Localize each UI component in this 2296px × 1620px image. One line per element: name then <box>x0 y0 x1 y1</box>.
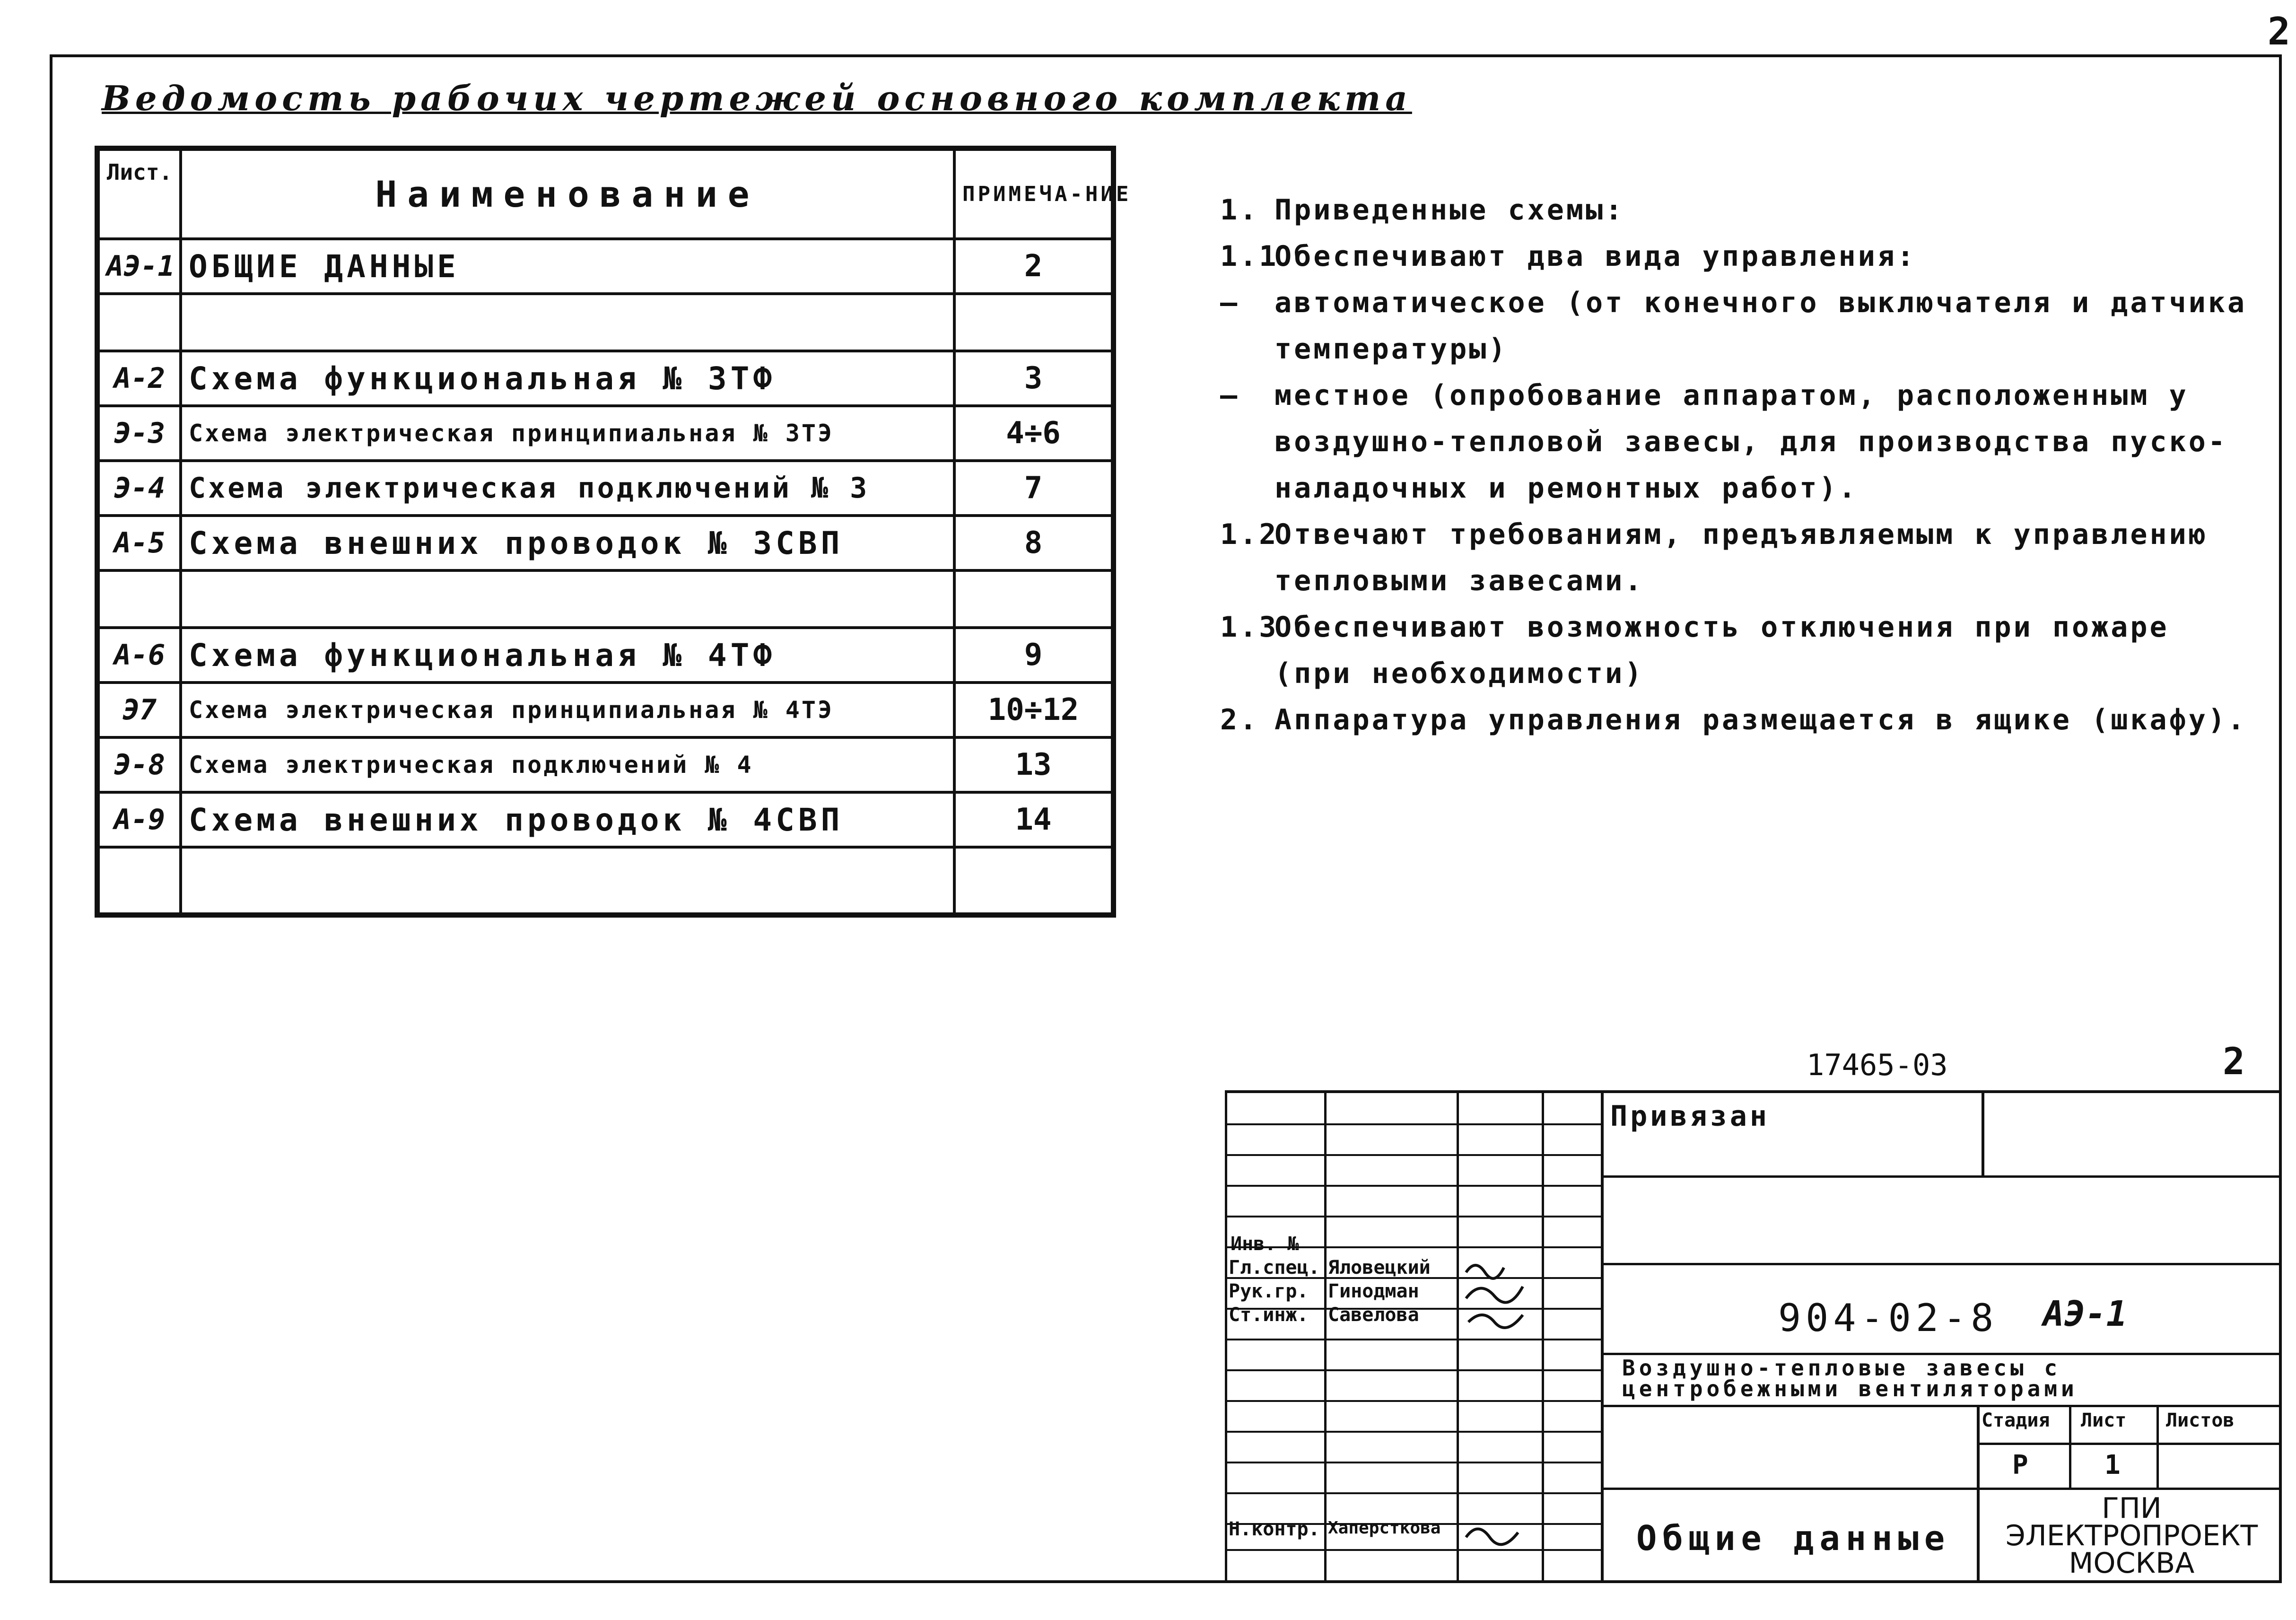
signature-name: Савелова <box>1328 1304 1419 1326</box>
row-sheet: Э7 <box>97 683 181 737</box>
note-number: — <box>1220 286 1240 319</box>
signature-name: Гинодман <box>1328 1280 1419 1302</box>
note-text: автоматическое (от конечного выключателя и датчика температуры) <box>1275 286 2247 366</box>
signature-role: Рук.гр. <box>1229 1280 1309 1302</box>
note-item <box>1220 280 2261 372</box>
note-number: — <box>1220 379 1240 412</box>
table-row <box>97 792 1114 847</box>
row-note: 10÷12 <box>954 683 1114 737</box>
page-number-corner: 2 <box>2267 9 2290 53</box>
table-row <box>97 737 1114 792</box>
organization-name <box>1982 1492 2282 1580</box>
note-number: 1.2 <box>1220 518 1279 551</box>
note-text: Обеспечивают два вида управления: <box>1275 240 1917 273</box>
note-item <box>1220 187 2261 233</box>
drawing-title: Общие данные <box>1636 1518 1951 1558</box>
drawings-register-table <box>95 146 1132 918</box>
note-item <box>1220 604 2261 697</box>
row-name <box>181 570 954 628</box>
row-sheet: Э-4 <box>97 461 181 516</box>
table-row <box>97 351 1114 406</box>
row-sheet: А-5 <box>97 516 181 570</box>
row-name <box>181 294 954 351</box>
handwritten-signatures <box>1461 1253 1542 1329</box>
table-row <box>97 239 1114 294</box>
note-number: 1. <box>1220 193 1259 227</box>
table-row <box>97 628 1114 683</box>
signature-name: Яловецкий <box>1328 1257 1431 1278</box>
linked-label: Привязан <box>1610 1100 1770 1133</box>
row-note: 3 <box>954 351 1114 406</box>
row-note <box>954 570 1114 628</box>
row-name: Схема электрическая подключений № 4 <box>181 737 954 792</box>
control-role: Н.контр. <box>1229 1518 1320 1540</box>
signature-role: Ст.инж. <box>1229 1304 1309 1326</box>
row-note: 13 <box>954 737 1114 792</box>
note-text: Отвечают требованиям, предъявляемым к управлению тепловыми завесами. <box>1275 518 2208 597</box>
row-sheet <box>97 570 181 628</box>
row-name: Схема внешних проводок № 4СВП <box>181 792 954 847</box>
row-note: 7 <box>954 461 1114 516</box>
register-title: Ведомость рабочих чертежей основного комплекта <box>102 78 1412 118</box>
sheets-label: Листов <box>2166 1410 2235 1431</box>
table-row <box>97 294 1114 351</box>
note-item <box>1220 697 2261 743</box>
row-sheet: А-6 <box>97 628 181 683</box>
row-note: 14 <box>954 792 1114 847</box>
signature-grid <box>1225 1090 1603 1582</box>
row-name: ОБЩИЕ ДАННЫЕ <box>181 239 954 294</box>
project-title-line1: Воздушно-тепловые завесы с <box>1622 1355 2061 1381</box>
row-sheet: А-2 <box>97 351 181 406</box>
project-code: 904-02-8 <box>1778 1296 1999 1340</box>
row-name: Схема электрическая подключений № 3 <box>181 461 954 516</box>
row-sheet: Э-3 <box>97 406 181 461</box>
note-text: Обеспечивают возможность отключения при пожаре (при необходимости) <box>1275 611 2169 690</box>
row-name: Схема электрическая принципиальная № 4ТЭ <box>181 683 954 737</box>
project-title-line2: центробежными вентиляторами <box>1622 1376 2078 1401</box>
archive-number: 17465-03 <box>1807 1048 1948 1082</box>
table-row <box>97 847 1114 915</box>
sheet-label: Лист <box>2081 1410 2127 1431</box>
row-note: 2 <box>954 239 1114 294</box>
header-note: ПРИМЕЧА-НИЕ <box>954 149 1114 239</box>
project-title <box>1622 1357 2078 1399</box>
table-row <box>97 461 1114 516</box>
control-name: Хаперсткова <box>1328 1518 1441 1538</box>
note-item <box>1220 511 2261 604</box>
stamp-page-number: 2 <box>2223 1041 2245 1083</box>
sheet-code: АЭ-1 <box>2043 1294 2128 1334</box>
inv-number-label: Инв. № <box>1231 1233 1299 1255</box>
header-sheet: Лист. <box>97 149 181 239</box>
row-note: 4÷6 <box>954 406 1114 461</box>
row-sheet <box>97 847 181 915</box>
note-number: 1.1 <box>1220 240 1279 273</box>
control-signature <box>1461 1518 1542 1547</box>
row-name: Схема функциональная № 4ТФ <box>181 628 954 683</box>
note-number: 1.3 <box>1220 611 1279 644</box>
row-note: 8 <box>954 516 1114 570</box>
row-note <box>954 294 1114 351</box>
table-header-row <box>97 149 1114 239</box>
row-sheet: А-9 <box>97 792 181 847</box>
row-name: Схема внешних проводок № 3СВП <box>181 516 954 570</box>
org-line1: ГПИ <box>2102 1492 2162 1525</box>
note-number: 2. <box>1220 703 1259 736</box>
stage-value: Р <box>2012 1450 2028 1480</box>
row-name <box>181 847 954 915</box>
signature-role: Гл.спец. <box>1229 1257 1320 1278</box>
row-sheet <box>97 294 181 351</box>
row-sheet: АЭ-1 <box>97 239 181 294</box>
note-text: Приведенные схемы: <box>1275 193 1625 227</box>
org-line2: ЭЛЕКТРОПРОЕКТ <box>2005 1519 2258 1552</box>
table-row <box>97 683 1114 737</box>
org-line3: МОСКВА <box>2069 1547 2195 1580</box>
note-item <box>1220 233 2261 280</box>
row-note: 9 <box>954 628 1114 683</box>
table-row <box>97 516 1114 570</box>
table-row <box>97 570 1114 628</box>
row-sheet: Э-8 <box>97 737 181 792</box>
header-name: Наименование <box>181 149 954 239</box>
note-text: Аппаратура управления размещается в ящике (шкафу). <box>1275 703 2247 736</box>
row-note <box>954 847 1114 915</box>
note-text: местное (опробование аппаратом, расположенным у воздушно-тепловой завесы, для производства пуско-наладочных и ремонтных работ). <box>1275 379 2228 505</box>
table-row <box>97 406 1114 461</box>
general-notes <box>1220 187 2261 743</box>
row-name: Схема функциональная № 3ТФ <box>181 351 954 406</box>
stage-label: Стадия <box>1982 1410 2050 1431</box>
sheet-value: 1 <box>2104 1450 2121 1480</box>
row-name: Схема электрическая принципиальная № 3ТЭ <box>181 406 954 461</box>
note-item <box>1220 372 2261 511</box>
